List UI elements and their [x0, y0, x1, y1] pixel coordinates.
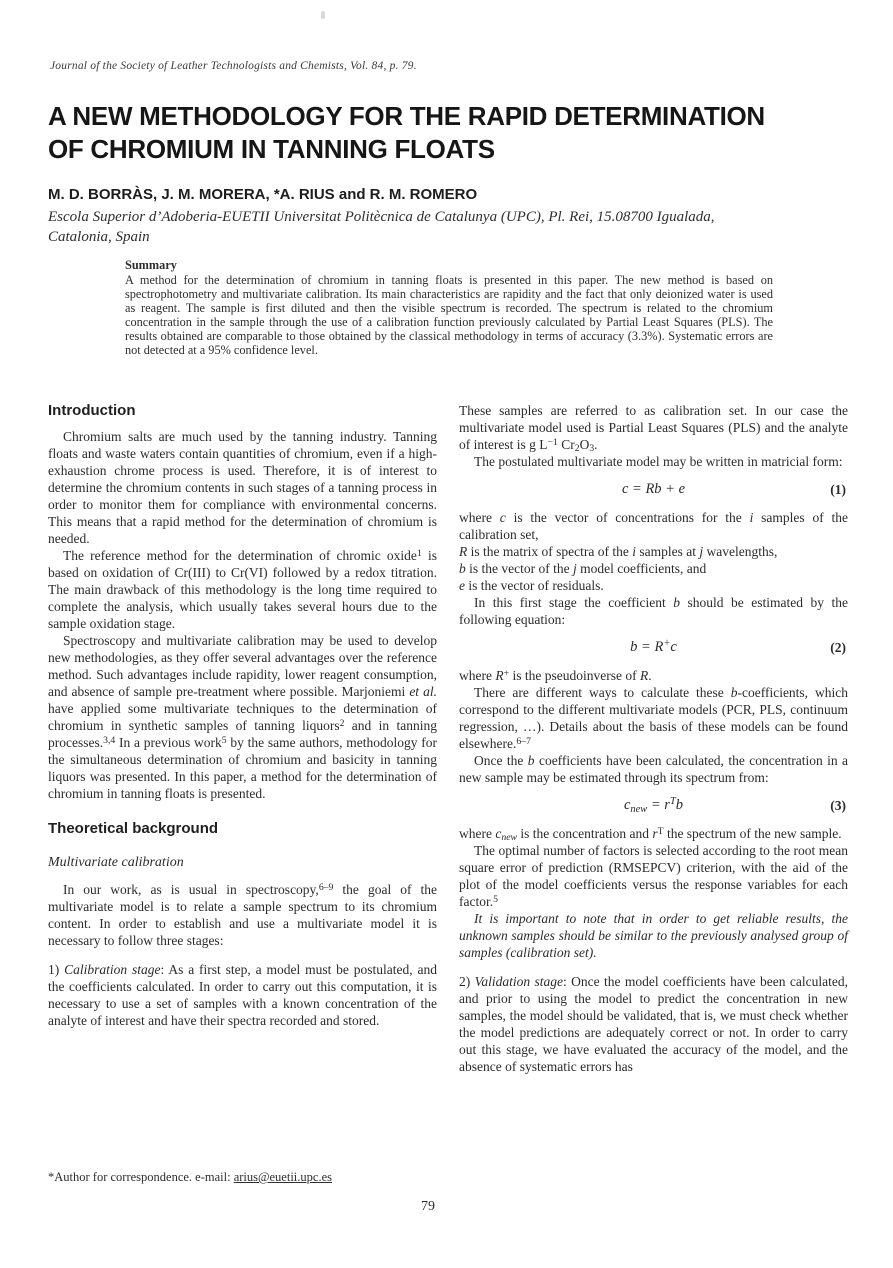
inline-sup: +: [503, 667, 510, 679]
inline-i: b: [630, 639, 638, 655]
inline-i: R: [459, 544, 468, 559]
page-title: [48, 100, 858, 166]
inline-i: c: [623, 797, 631, 813]
inline-i: et al.: [409, 684, 438, 699]
right-column: [459, 402, 848, 1182]
paragraph: Chromium salts are much used by the tanning industry. Tanning floats and waste waters contain quantities of chromium, even if a high-exhaustion chrome process is used. Therefore, it is of interest to determine the chromium contents in such stages of a tanning process in order to monitor them for compliance with environmental concerns. This means that a rapid method for the determination of chromium is needed.: [48, 429, 437, 546]
paragraph: R is the matrix of spectra of the i samples at j wavelengths,: [459, 544, 778, 559]
paragraph: 2) Validation stage: Once the model coefficients have been calculated, and prior to using the model to predict the concentration in new samples, the model should be validated, that is, we must check whether the model predictions are adequately correct or not. In order to carry out this stage, we have evaluated the accuracy of the model, and the absence of systematic errors has: [459, 974, 848, 1074]
inline-i: c: [495, 826, 502, 841]
summary-heading: Summary: [125, 258, 177, 272]
inline-i: b: [459, 561, 466, 576]
equation: b = R+c (2): [630, 638, 846, 655]
paragraph: e is the vector of residuals.: [459, 578, 604, 593]
paragraph: b is the vector of the j model coefficients, and: [459, 561, 707, 576]
inline-sup: 5: [493, 893, 498, 905]
paragraph: Once the b coefficients have been calculated, the concentration in a new sample may be estimated through its spectrum from:: [459, 753, 848, 785]
paragraph: In this first stage the coefficient b should be estimated by the following equation:: [459, 595, 848, 627]
inline-sup: 6–7: [516, 735, 531, 747]
inline-i: b: [673, 595, 680, 610]
authors-line: M. D. BORRÀS, J. M. MORERA, *A. RIUS and R. M. ROMERO: [48, 186, 478, 203]
equation: cnew = $r^Tb$ (3): [623, 796, 846, 815]
inline-i: j: [699, 544, 704, 559]
equation-number: (3): [830, 798, 846, 813]
left-column: [48, 402, 437, 1182]
summary-block: [125, 258, 773, 357]
paragraph: where c is the vector of concentrations for the i samples of the calibration set,: [459, 510, 848, 542]
inline-sub: 3: [589, 443, 595, 455]
inline-sup: +: [663, 638, 671, 650]
inline-i: c: [499, 510, 506, 525]
inline-i: b: [730, 685, 738, 700]
summary-text: A method for the determination of chromium in tanning floats is presented in this paper. The new method is based on spectrophotometry and multivariate calibration. Its main characteristics are rapidity and the fact that only deionized water is used as reagent. The sample is first diluted and then the visible spectrum is recorded. The spectrum is related to the chromium concentration in the sample through the use of a calibration function previously calculated by Partial Least Squares (PLS). The results obtained are comparable to those obtained by the classical methodology in terms of accuracy (3.3%). Systematic errors are not detected at a 95% confidence level.: [125, 273, 773, 357]
page-number: 79: [421, 1199, 435, 1214]
scan-artifact: [321, 11, 325, 19]
paragraph: The reference method for the determination of chromic oxide$^1$ is based on oxidation of Cr(III) to Cr(VI) followed by a redox titration. The main drawback of this methodology is the long time required to complete the analysis, which usually takes several hours due to the sample oxidation stage.: [48, 547, 437, 631]
inline-i: e: [678, 481, 686, 497]
inline-i: b: [527, 753, 535, 768]
inline-i: Validation stage: [474, 974, 564, 989]
inline-i: Rb: [645, 481, 662, 497]
inline-i: Calibration stage: [64, 962, 161, 977]
inline-i: i: [749, 510, 754, 525]
subsection-heading: Multivariate calibration: [48, 855, 184, 870]
section-heading: Theoretical background: [48, 820, 219, 837]
page-title-line-2: OF CHROMIUM IN TANNING FLOATS: [48, 134, 495, 164]
inline-i: R: [654, 639, 664, 655]
inline-sup: 3,4: [103, 734, 116, 746]
page-title-line-1: A NEW METHODOLOGY FOR THE RAPID DETERMINATION: [48, 101, 765, 131]
inline-i: j: [572, 561, 577, 576]
inline-i: e: [459, 578, 465, 593]
inline-sup: −1: [547, 436, 558, 448]
two-column-body: [48, 402, 848, 1182]
paragraph: It is important to note that in order to get reliable results, the unknown samples should be similar to the previously analysed group of samples (calibration set).: [459, 911, 848, 960]
inline-sup: T: [669, 796, 676, 808]
inline-i: R: [639, 668, 649, 683]
inline-sup: 1: [416, 547, 422, 559]
paragraph: 1) Calibration stage: As a first step, a model must be postulated, and the coefficients calculated. In order to carry out this computation, it is necessary to use a set of samples with a known concentration of the analyte of interest and have their spectra recorded and stored.: [48, 962, 437, 1028]
affiliation-line-1: Escola Superior d’Adoberia-EUETII Universitat Politècnica de Catalunya (UPC), Pl. Rei, 15.08700 Igualada,: [48, 209, 715, 225]
inline-i: i: [632, 544, 636, 559]
footnote-text: *Author for correspondence. e-mail:: [48, 1170, 234, 1184]
affiliation: [48, 208, 828, 247]
inline-isub: new: [501, 832, 518, 844]
paragraph: The optimal number of factors is selected according to the root mean square error of prediction (RMSEPCV) criterion, with the aid of the plot of the model coefficients versus the response variables for each factor.$^5$: [459, 843, 848, 909]
inline-sup: T: [657, 825, 664, 837]
inline-sup: 2: [339, 717, 345, 729]
paragraph: where cnew is the concentration and $r^T$ the spectrum of the new sample.: [459, 825, 842, 844]
inline-i: r: [664, 797, 670, 813]
inline-sub: 2: [574, 443, 580, 455]
inline-sup: 5: [221, 734, 227, 746]
inline-i: r: [652, 826, 658, 841]
footnote: [48, 1170, 478, 1185]
paragraph: Spectroscopy and multivariate calibration may be used to develop new methodologies, as they offer several advantages over the reference method. Such advantages include rapidity, lower reagent consumption, and absence of sample pre-treatment where possible. Marjoniemi et al. have applied some multivariate techniques to the determination of chromium in synthetic samples of tanning liquors$^2$ and in tanning processes.$^{3,4}$ In a previous work$^5$ by the same authors, methodology for the simultaneous determination of chromium and basicity in tanning liquors was presented. In this paper, a method for the determination of chromium in tanning floats is presented.: [48, 633, 438, 801]
paragraph: In our work, as is usual in spectroscopy,$^{6-9}$ the goal of the multivariate model is to relate a sample spectrum to its chromium content. In order to establish and use a multivariate model it is necessary to follow three stages:: [48, 881, 437, 948]
equation-number: (1): [830, 482, 846, 497]
inline-i: R: [495, 668, 504, 683]
inline-i: b: [675, 797, 684, 813]
inline-sup: 6–9: [318, 881, 334, 893]
paragraph: where R+ is the pseudoinverse of R.: [459, 667, 652, 683]
equation-number: (2): [830, 640, 846, 655]
inline-isub: new: [630, 803, 648, 815]
section-heading: Introduction: [48, 402, 136, 419]
paragraph: The postulated multivariate model may be written in matricial form:: [474, 454, 843, 469]
inline-i: c: [670, 639, 677, 655]
equation: c = Rb + e (1): [621, 481, 846, 497]
inline-i: c: [621, 481, 629, 497]
journal-header: Journal of the Society of Leather Technologists and Chemists, Vol. 84, p. 79.: [50, 60, 417, 72]
correspondence-email[interactable]: arius@euetii.upc.es: [233, 1170, 332, 1184]
paragraph: These samples are referred to as calibration set. In our case the multivariate model used is Partial Least Squares (PLS) and the analyte of interest is g $L^{-1}$ Cr2O3.: [459, 403, 848, 455]
affiliation-line-2: Catalonia, Spain: [48, 228, 150, 245]
paragraph: There are different ways to calculate these b-coefficients, which correspond to the different multivariate models (PCR, PLS, continuum regression, …). Details about the basis of these models can be found elsewhere.$^{6-7}$: [459, 685, 848, 751]
